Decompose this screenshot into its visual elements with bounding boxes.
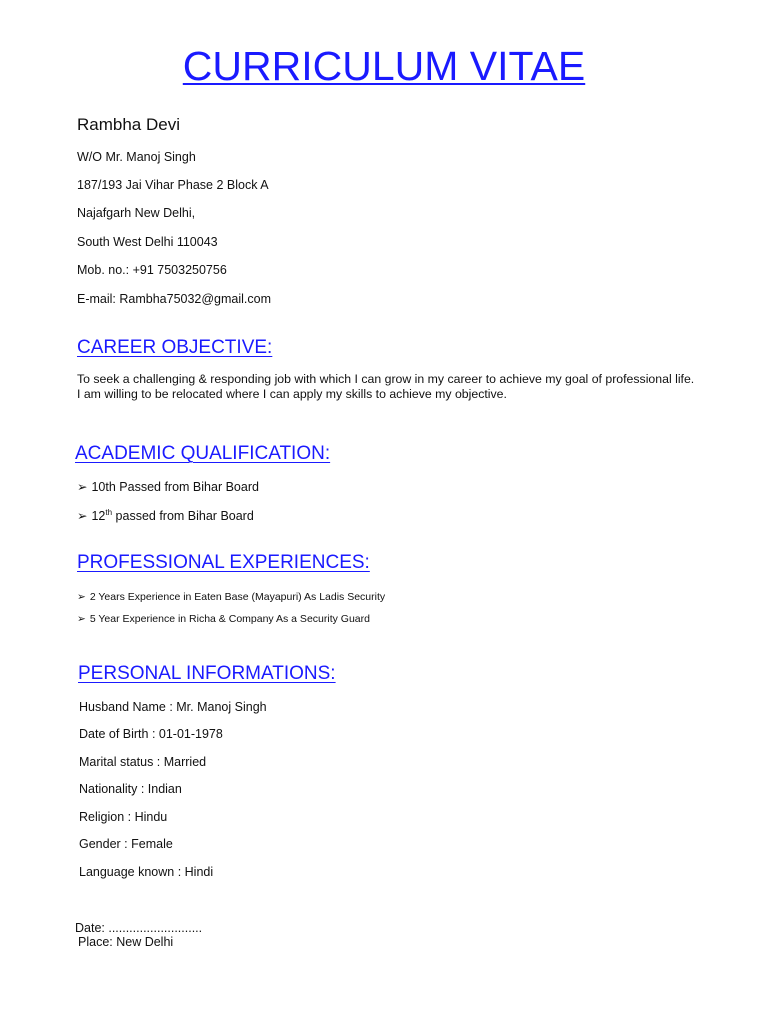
academic-item-number: 12 [91, 509, 106, 523]
relation-line: W/O Mr. Manoj Singh [77, 150, 196, 164]
personal-item: Date of Birth : 01-01-1978 [79, 727, 223, 741]
experience-heading: PROFESSIONAL EXPERIENCES: [77, 552, 370, 573]
date-line: Date: ........................... [75, 921, 203, 935]
academic-item [77, 479, 259, 494]
address-line-1: 187/193 Jai Vihar Phase 2 Block A [77, 178, 269, 192]
academic-item-text: passed from Bihar Board [112, 509, 254, 523]
personal-item: Husband Name : Mr. Manoj Singh [79, 700, 267, 714]
arrow-bullet-icon: ➢ [77, 591, 86, 603]
place-line: Place: New Delhi [78, 935, 174, 949]
personal-heading: PERSONAL INFORMATIONS: [78, 663, 336, 684]
career-objective-text: To seek a challenging & responding job with which I can grow in my career to achieve my goal of professional life. I am willing to be relocated where I can apply my skills to achieve my objective. [77, 372, 695, 401]
personal-item: Gender : Female [79, 837, 173, 851]
academic-item-text: 10th Passed from Bihar Board [91, 480, 259, 494]
experience-item [77, 613, 370, 625]
address-line-2: Najafgarh New Delhi, [77, 206, 196, 220]
academic-item [77, 508, 254, 523]
address-line-3: South West Delhi 110043 [77, 235, 218, 249]
arrow-bullet-icon: ➢ [77, 613, 86, 625]
career-objective-heading: CAREER OBJECTIVE: [77, 337, 273, 358]
arrow-bullet-icon: ➢ [77, 509, 88, 523]
academic-heading: ACADEMIC QUALIFICATION: [75, 443, 331, 464]
document-title: CURRICULUM VITAE [182, 43, 586, 89]
experience-item [77, 591, 385, 603]
experience-item-text: 2 Years Experience in Eaten Base (Mayapuri) As Ladis Security [89, 591, 386, 603]
personal-item: Nationality : Indian [79, 782, 182, 796]
applicant-name: Rambha Devi [77, 115, 180, 134]
mobile-line: Mob. no.: +91 7503250756 [77, 263, 227, 277]
personal-item: Religion : Hindu [79, 810, 168, 824]
email-line: E-mail: Rambha75032@gmail.com [77, 292, 272, 306]
personal-item: Language known : Hindi [79, 865, 214, 879]
experience-item-text: 5 Year Experience in Richa & Company As a Security Guard [89, 613, 370, 625]
academic-item-superscript: th [105, 507, 113, 517]
arrow-bullet-icon: ➢ [77, 480, 88, 494]
personal-item: Marital status : Married [79, 755, 207, 769]
